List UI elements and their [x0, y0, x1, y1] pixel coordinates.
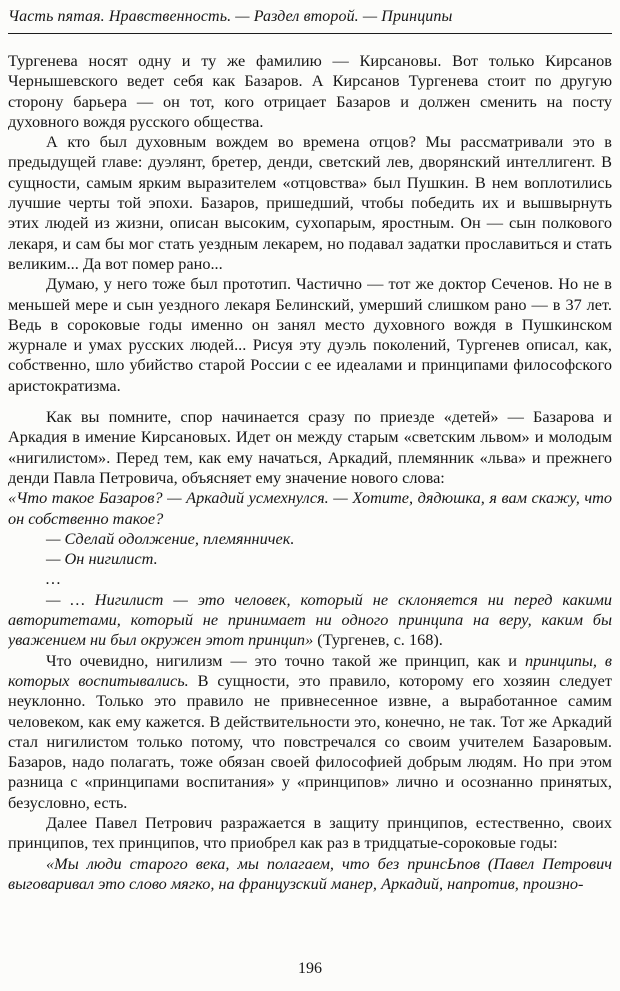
paragraph — [8, 590, 612, 651]
text-segment: принципы, в которых воспитывались. — [8, 650, 612, 690]
running-header: Часть пятая. Нравственность. — Раздел второй. — Принципы — [8, 8, 453, 25]
paragraph — [8, 529, 612, 549]
paragraph — [8, 407, 612, 488]
paragraph — [8, 651, 612, 813]
text-segment: Что очевидно, нигилизм — это точно такой же принцип, как и — [46, 650, 525, 670]
text-segment: В сущности, это правило, которому его хозяин следует неуклонно. Только это правило не привнесенное извне, а выработанное самим человеком, как ему кажется. В действительности это, конечно, не так. Тот же Аркадий стал нигилистом только потому, что повстречался со своим учителем Базаровым. Базаров, надо полагать, тоже обязан своей философией добрым людям. Но при этом разница с «принципами воспитания» у «принципов» лично и осознанно принятых, безусловно, есть. — [8, 670, 612, 812]
text-segment: Далее Павел Петрович разражается в защиту принципов, естественно, своих принципов, тех принципов, что приобрел как раз в тридцатые-сороковые годы: — [8, 812, 612, 853]
paragraph — [8, 51, 612, 132]
text-segment: «Мы люди старого века, мы полагаем, что без принсЬпов (Павел Петрович выговаривал это слово мягко, на французский манер, Аркадий, напротив, произно- — [8, 853, 612, 893]
text-segment: «Что такое Базаров? — Аркадий усмехнулся. — Хотите, дядюшка, я вам скажу, что он собственно такое? — [8, 488, 612, 528]
paragraph — [8, 813, 612, 854]
text-segment: Как вы помните, спор начинается сразу по приезде «детей» — Базарова и Аркадия в имение Кирсановых. Идет он между старым «светским львом» и молодым «нигилистом». Перед тем, как ему начаться, Аркадий, племянник «льва» и прежнего денди Павла Петровича, объясняет ему значение нового слова: — [8, 407, 612, 487]
text-segment: — … Нигилист — это человек, который не склоняется ни перед какими авторитетами, который не принимает ни одного принципа на веру, каким бы уважением ни был окружен этот принцип» — [8, 589, 612, 650]
paragraph — [8, 488, 612, 529]
text-segment: … — [46, 569, 61, 589]
paragraph — [8, 854, 612, 895]
text-segment: Тургенева носят одну и ту же фамилию — Кирсановы. Вот только Кирсанов Чернышевского ведет себя как Базаров. А Кирсанов Тургенева стоит по другую сторону барьера — он тот, кого отрицает Базаров и должен сменить на посту духовного вождя русского общества. — [8, 51, 612, 131]
page-number: 196 — [298, 960, 322, 977]
text-segment: А кто был духовным вождем во времена отцов? Мы рассматривали это в предыдущей главе: дуэлянт, бретер, денди, светский лев, дворянский интеллигент. В сущности, самым ярким выразителем «отцовства» был Пушкин. В нем воплотились лучшие черты той эпохи. Базаров, пришедший, чтобы победить их и вышвырнуть этих людей из жизни, описан высоким, сухопарым, яростным. Он — сын полкового лекаря, и сам бы мог стать уездным лекарем, но подавал задатки прославиться и стать великим... Да вот помер рано... — [8, 132, 612, 273]
text-segment: — Он нигилист. — [46, 549, 158, 569]
header-rule — [8, 33, 612, 34]
text-segment: — Сделай одолжение, племянничек. — [46, 528, 295, 548]
paragraph — [8, 274, 612, 396]
paragraph — [8, 132, 612, 274]
text-body — [8, 51, 612, 963]
paragraph — [8, 549, 612, 569]
text-segment: Думаю, у него тоже был прототип. Частично — тот же доктор Сеченов. Но не в меньшей мере и сын уездного лекаря Белинский, умерший слишком рано — в 37 лет. Ведь в сороковые годы именно он занял место духовного вождя в Пушкинском журнале и умах русских людей... Рисуя эту дуэль поколений, Тургенев описал, как, собственно, шло убийство старой России с ее идеалами и принципами философского аристократизма. — [8, 274, 612, 395]
text-segment: (Тургенев, с. 168). — [313, 630, 443, 650]
paragraph — [8, 569, 612, 589]
